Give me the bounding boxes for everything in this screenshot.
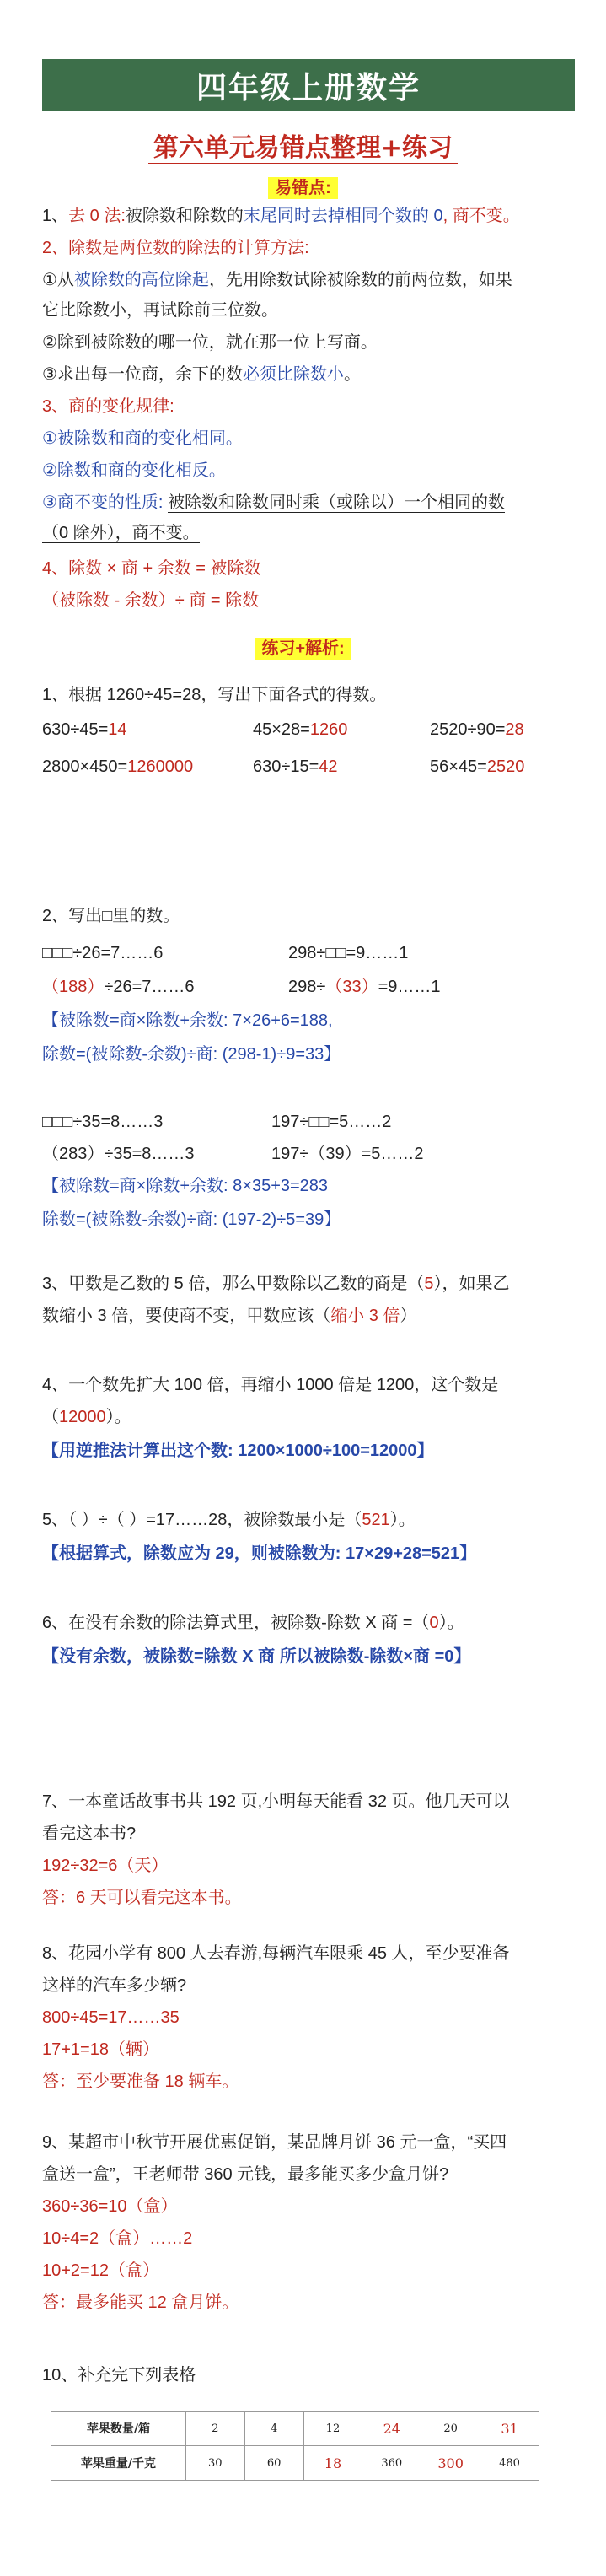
q3-answer-2: 缩小 3 倍 [330, 1307, 400, 1325]
table-cell: 30 [185, 2446, 244, 2481]
q1-answer: 1260000 [127, 757, 194, 776]
table-cell: 2 [185, 2412, 244, 2446]
table-cell: 360 [362, 2446, 421, 2481]
q3-t2c: ） [400, 1307, 417, 1325]
q9-answer-1: 360÷36=10（盒） [42, 2197, 178, 2216]
point-2-1-cont: 它比除数小，再试除前三位数。 [42, 301, 278, 320]
q6-ta: 6、在没有余数的除法算式里，被除数-除数 X 商 =（ [42, 1614, 430, 1632]
p1-tail: , 商不变。 [442, 207, 520, 225]
q2-a4-expr: 298÷ [288, 978, 326, 996]
table-cell: 4 [244, 2412, 303, 2446]
point-1 [42, 204, 520, 228]
q2-b1: □□□÷35=8……3 [42, 1113, 164, 1131]
table-cell: 12 [303, 2412, 362, 2446]
q2-a4-tail: =9……1 [378, 978, 441, 996]
table-cell: 300 [421, 2446, 480, 2481]
q1-item [253, 757, 338, 777]
q6-answer: 0 [429, 1614, 439, 1632]
point-2: 2、除数是两位数的除法的计算方法: [42, 239, 309, 257]
q1-item [42, 757, 193, 777]
q8-answer-1: 800÷45=17……35 [42, 2008, 180, 2027]
table-cell: 60 [244, 2446, 303, 2481]
q3-answer-1: 5 [424, 1275, 434, 1293]
q1-item [430, 757, 524, 777]
q9-answer-2: 10÷4=2（盒）……2 [42, 2229, 193, 2248]
point-3-3 [42, 491, 505, 515]
point-3-3-cont [42, 521, 200, 545]
q2-a3-expr: ÷26=7……6 [104, 978, 195, 996]
q9-answer-3: 10+2=12（盒） [42, 2261, 159, 2280]
p3-3a: ③商不变的性质: [42, 493, 164, 512]
point-3-2: ②除数和商的变化相反。 [42, 461, 226, 480]
q1-item [42, 720, 127, 740]
q4-line1: 4、一个数先扩大 100 倍，再缩小 1000 倍是 1200，这个数是 [42, 1376, 499, 1394]
table-row [51, 2446, 539, 2481]
page-subtitle [0, 127, 606, 164]
table-row [51, 2412, 539, 2446]
p1-prefix: 1、 [42, 207, 69, 225]
q1-expr: 45×28= [253, 720, 310, 739]
q5-ta: 5、（ ）÷（ ）=17……28，被除数最小是（ [42, 1511, 362, 1529]
table-cell: 18 [303, 2446, 362, 2481]
q7-line2: 看完这本书? [42, 1824, 137, 1843]
q9-line1: 9、某超市中秋节开展优惠促销，某品牌月饼 36 元一盒，“买四 [42, 2133, 507, 2152]
row-label-quantity: 苹果数量/箱 [51, 2412, 186, 2446]
q2-a4 [288, 975, 441, 999]
p3-3c: （0 除外），商不变。 [42, 524, 200, 542]
q8-line2: 这样的汽车多少辆? [42, 1976, 187, 1995]
subtitle-text: 第六单元易错点整理+练习 [148, 133, 458, 164]
p2-1b: 被除数的高位除起 [73, 271, 209, 289]
q2-a2: 298÷□□=9……1 [288, 944, 409, 962]
q2-b3: （283）÷35=8……3 [42, 1145, 195, 1163]
point-2-2: ②除到被除数的哪一位，就在那一位上写商。 [42, 333, 378, 352]
q6-line [42, 1611, 464, 1635]
p1-text: 被除数和除数的 [125, 207, 244, 225]
q1-text: 1、根据 1260÷45=28，写出下面各式的得数。 [42, 686, 387, 704]
p2-3c: 。 [343, 365, 361, 384]
q3-t1c: ），如果乙 [433, 1275, 510, 1293]
q1-item [430, 720, 524, 740]
p2-1c: ，先用除数试除被除数的前两位数，如果 [208, 271, 512, 289]
page-title: 四年级上册数学 [42, 59, 575, 111]
p3-3b: 被除数和除数同时乘（或除以）一个相同的数 [168, 493, 506, 512]
q2-a6: 除数=(被除数-余数)÷商: (298-1)÷9=33】 [42, 1045, 341, 1064]
q1-answer: 1260 [309, 720, 348, 739]
q8-line1: 8、花园小学有 800 人去春游,每辆汽车限乘 45 人，至少要准备 [42, 1944, 510, 1963]
q4-line2 [42, 1405, 131, 1429]
table-cell: 24 [362, 2412, 421, 2446]
p2-1a: ①从 [42, 271, 74, 289]
q3-line1 [42, 1272, 509, 1296]
p2-3b: 必须比除数小 [242, 365, 344, 384]
q5-note: 【根据算式，除数应为 29，则被除数为: 17×29+28=521】 [42, 1544, 477, 1563]
practice-tag: 练习+解析: [255, 638, 351, 660]
q1-expr: 2520÷90= [430, 720, 506, 739]
mistakes-tag: 易错点: [268, 177, 338, 199]
q6-note: 【没有余数，被除数=除数 X 商 所以被除数-除数×商 =0】 [42, 1647, 471, 1666]
q7-answer-1: 192÷32=6（天） [42, 1857, 169, 1875]
q7-line1: 7、一本童话故事书共 192 页,小明每天能看 32 页。他几天可以 [42, 1792, 510, 1811]
practice-section-header [0, 634, 606, 659]
q1-answer: 14 [108, 720, 127, 739]
q3-t2a: 数缩小 3 倍，要使商不变，甲数应该（ [42, 1307, 331, 1325]
point-2-1 [42, 268, 512, 292]
q1-item [253, 720, 347, 740]
q9-line2: 盒送一盒”，王老师带 360 元钱，最多能买多少盒月饼? [42, 2165, 449, 2184]
q2-a3-answer: （188） [42, 978, 105, 996]
q2-b5: 【被除数=商×除数+余数: 8×35+3=283 [42, 1177, 329, 1195]
q1-answer: 42 [319, 757, 338, 776]
q4-answer: 12000 [59, 1408, 106, 1426]
q3-line2 [42, 1304, 417, 1328]
q6-tc: ）。 [438, 1614, 464, 1632]
mistakes-section-header [0, 174, 606, 198]
q4-t2a: （ [42, 1408, 59, 1426]
q7-answer-2: 答：6 天可以看完这本书。 [42, 1889, 242, 1907]
q2-a1: □□□÷26=7……6 [42, 944, 164, 962]
apple-table [51, 2411, 539, 2481]
point-3-1: ①被除数和商的变化相同。 [42, 429, 243, 448]
row-label-weight: 苹果重量/千克 [51, 2446, 186, 2481]
point-4a: 4、除数 × 商 + 余数 = 被除数 [42, 559, 261, 578]
q10-text: 10、补充完下列表格 [42, 2366, 196, 2385]
table-cell: 480 [480, 2446, 539, 2481]
q8-answer-2: 17+1=18（辆） [42, 2040, 159, 2059]
q2-b4: 197÷（39）=5……2 [271, 1145, 424, 1163]
q1-expr: 630÷15= [253, 757, 319, 776]
point-3: 3、商的变化规律: [42, 397, 174, 416]
q1-answer: 2520 [486, 757, 525, 776]
q5-tc: ）。 [389, 1511, 416, 1529]
q2-a5: 【被除数=商×除数+余数: 7×26+6=188, [42, 1011, 333, 1030]
q2-text: 2、写出□里的数。 [42, 907, 180, 925]
q1-expr: 2800×450= [42, 757, 128, 776]
q2-a3 [42, 975, 195, 999]
q2-b2: 197÷□□=5……2 [271, 1113, 392, 1131]
table-cell: 31 [480, 2412, 539, 2446]
point-4b: （被除数 - 余数）÷ 商 = 除数 [42, 591, 260, 610]
table-cell: 20 [421, 2412, 480, 2446]
q1-answer: 28 [505, 720, 524, 739]
q1-expr: 56×45= [430, 757, 487, 776]
q1-expr: 630÷45= [42, 720, 109, 739]
q9-answer-4: 答：最多能买 12 盒月饼。 [42, 2293, 239, 2312]
p1-blue: 末尾同时去掉相同个数的 0 [243, 207, 443, 225]
q5-answer: 521 [362, 1511, 390, 1529]
q2-a4-answer: （33） [325, 978, 378, 996]
q2-b6: 除数=(被除数-余数)÷商: (197-2)÷5=39】 [42, 1210, 341, 1229]
q4-t2c: ）。 [105, 1408, 131, 1426]
q5-line [42, 1508, 416, 1532]
p2-3a: ③求出每一位商，余下的数 [42, 365, 243, 384]
q4-note: 【用逆推法计算出这个数: 1200×1000÷100=12000】 [42, 1442, 434, 1460]
q8-answer-3: 答：至少要准备 18 辆车。 [42, 2072, 239, 2091]
q3-t1a: 3、甲数是乙数的 5 倍，那么甲数除以乙数的商是（ [42, 1275, 425, 1293]
point-2-3 [42, 363, 361, 386]
p1-red: 去 0 法: [68, 207, 126, 225]
